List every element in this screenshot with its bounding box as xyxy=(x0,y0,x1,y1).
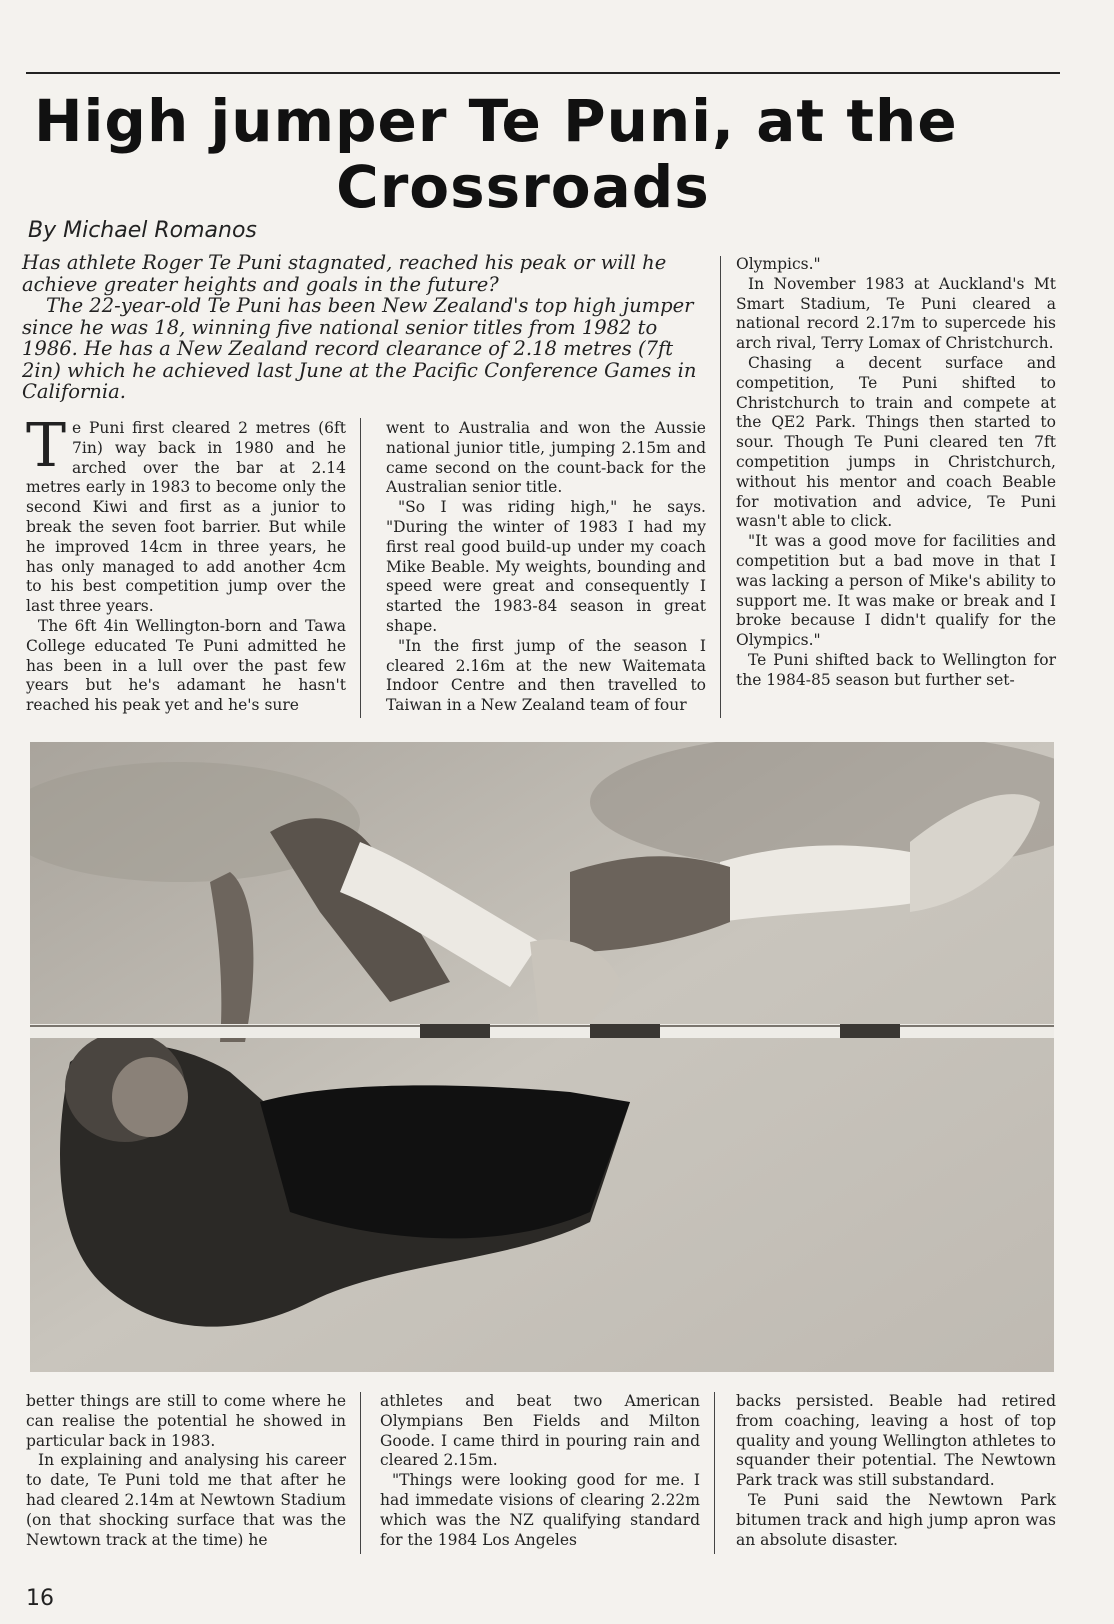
body-paragraph: "Things were looking good for me. I had immedate visions of clearing 2.22m which was the NZ qualifying standard for the 1984 Los Angeles xyxy=(380,1471,700,1549)
body-paragraph: Te Puni said the Newtown Park bitumen track and high jump apron was an absolute disaster. xyxy=(736,1490,1056,1549)
body-paragraph: athletes and beat two American Olympians Ben Fields and Milton Goode. I came third in pouring rain and cleared 2.15m. xyxy=(380,1392,700,1470)
drop-cap: T xyxy=(26,411,67,481)
column-divider xyxy=(360,1392,361,1554)
upper-column-1 xyxy=(26,411,346,716)
upper-column-3 xyxy=(736,255,1056,691)
column-divider xyxy=(714,1392,715,1554)
lower-column-3 xyxy=(736,1392,1056,1550)
body-paragraph: In explaining and analysing his career to date, Te Puni told me that after he had cleared 2.14m at Newtown Stadium (on that shocking surface that was the Newtown track at the time) he xyxy=(26,1451,346,1549)
headline-line-2: Crossroads xyxy=(336,153,710,221)
body-paragraph: Chasing a decent surface and competition, Te Puni shifted to Christchurch to train and compete at the QE2 Park. Things then started to sour. Though Te Puni cleared ten 7ft competition jumps in Christchurch, without his mentor and coach Beable for motivation and advice, Te Puni wasn't able to click. xyxy=(736,353,1056,531)
body-paragraph: better things are still to come where he can realise the potential he showed in particular back in 1983. xyxy=(26,1392,346,1450)
body-paragraph: Te Puni shifted back to Wellington for the 1984-85 season but further set- xyxy=(736,650,1056,689)
intro-standfirst xyxy=(22,252,702,403)
lead-paragraph-text: e Puni first cleared 2 metres (6ft 7in) way back in 1980 and he arched over the bar at 2.14 metres early in 1983 to become only the second Kiwi and first as a junior to break the seven foot barrier. But while he improved 14cm in three years, he has only managed to add another 4cm to his best competition jump over the last three years. xyxy=(26,419,346,616)
body-paragraph: The 6ft 4in Wellington-born and Tawa College educated Te Puni admitted he has been in a lull over the past few years but he's adamant he hasn't reached his peak yet and he's sure xyxy=(26,616,346,715)
page-number: 16 xyxy=(26,1586,54,1611)
athlete-over-bar-image xyxy=(30,742,1054,1372)
body-paragraph: "In the first jump of the season I cleared 2.16m at the new Waitemata Indoor Centre and then travelled to Taiwan in a New Zealand team of four xyxy=(386,636,706,715)
lower-column-2 xyxy=(380,1392,700,1550)
high-jump-photo xyxy=(30,742,1054,1372)
top-rule xyxy=(26,72,1060,74)
lead-paragraph xyxy=(26,411,346,617)
headline xyxy=(26,88,1060,220)
intro-paragraph: The 22-year-old Te Puni has been New Zealand's top high jumper since he was 18, winning five national senior titles from 1982 to 1986. He has a New Zealand record clearance of 2.18 metres (7ft 2in) which he achieved last June at the Pacific Conference Games in California. xyxy=(22,294,697,403)
lower-column-1 xyxy=(26,1392,346,1550)
body-paragraph: "It was a good move for facilities and competition but a bad move in that I was lacking a person of Mike's ability to support me. It was make or break and I broke because I didn't qualify for the Olympics." xyxy=(736,532,1056,650)
column-divider xyxy=(360,418,361,718)
body-paragraph: went to Australia and won the Aussie national junior title, jumping 2.15m and came second on the count-back for the Australian senior title. xyxy=(386,419,706,497)
headline-line-1: High jumper Te Puni, at the xyxy=(34,87,958,155)
upper-column-2 xyxy=(386,419,706,716)
intro-paragraph: Has athlete Roger Te Puni stagnated, reached his peak or will he achieve greater heights and goals in the future? xyxy=(22,251,667,296)
byline: By Michael Romanos xyxy=(28,218,257,243)
body-paragraph: backs persisted. Beable had retired from coaching, leaving a host of top quality and young Wellington athletes to squander their potential. The Newtown Park track was still substandard. xyxy=(736,1392,1056,1490)
body-paragraph: In November 1983 at Auckland's Mt Smart Stadium, Te Puni cleared a national record 2.17m to supercede his arch rival, Terry Lomax of Christchurch. xyxy=(736,274,1056,353)
column-divider xyxy=(720,256,721,718)
body-paragraph: Olympics." xyxy=(736,255,821,273)
body-paragraph: "So I was riding high," he says. "During the winter of 1983 I had my first real good build-up under my coach Mike Beable. My weights, bounding and speed were great and consequently I started the 1983-84 season in great shape. xyxy=(386,498,706,635)
